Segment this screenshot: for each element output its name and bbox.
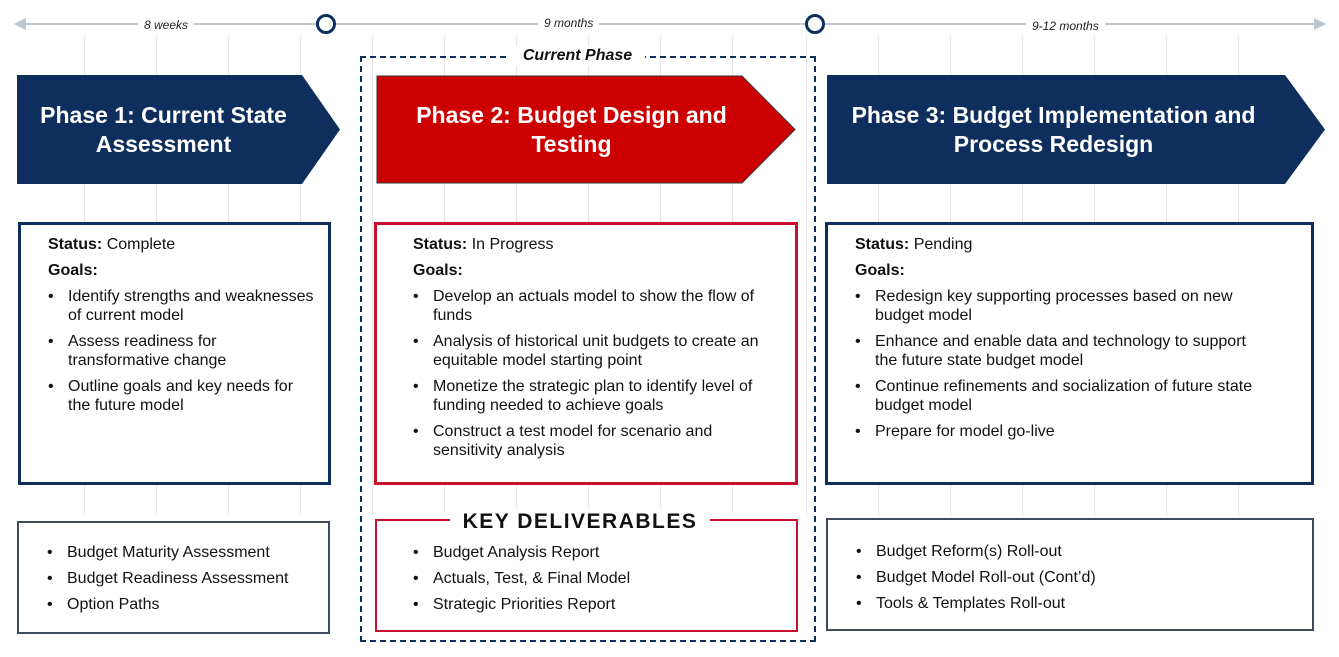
- status-label: Status:: [413, 236, 468, 253]
- list-item: • Develop an actuals model to show the flow of funds: [413, 287, 781, 325]
- timeline-left-arrow-icon: [14, 18, 26, 30]
- list-item: • Budget Maturity Assessment: [47, 543, 318, 562]
- goals-label: Goals:: [413, 262, 463, 279]
- list-item: • Assess readiness for transformative change: [48, 332, 318, 370]
- status-label: Status:: [48, 236, 103, 253]
- list-item: • Tools & Templates Roll-out: [856, 594, 1302, 613]
- list-item: • Enhance and enable data and technology to support the future state budget model: [855, 332, 1261, 370]
- key-deliverables-heading: KEY DELIVERABLES: [450, 509, 710, 535]
- list-item: • Option Paths: [47, 595, 318, 614]
- timeline-label-phase2: 9 months: [538, 15, 599, 31]
- phase-1-status: [48, 235, 318, 254]
- list-item: • Analysis of historical unit budgets to create an equitable model starting point: [413, 332, 781, 370]
- phase-2-status: [413, 235, 781, 254]
- phase-3-deliverables-list: [856, 542, 1302, 613]
- phase-1-title: Phase 1: Current State Assessment: [40, 101, 287, 157]
- list-item: • Strategic Priorities Report: [413, 595, 786, 614]
- phase-3-deliverables-box: [826, 518, 1314, 631]
- list-item: • Monetize the strategic plan to identify level of funding needed to achieve goals: [413, 377, 781, 415]
- timeline-label-phase1: 8 weeks: [138, 17, 194, 33]
- milestone-2-icon: [805, 14, 825, 34]
- timeline-line: [24, 23, 1314, 25]
- status-value: Complete: [106, 236, 176, 253]
- list-item: • Identify strengths and weaknesses of current model: [48, 287, 318, 325]
- status-value: Pending: [913, 236, 973, 253]
- phase-1-goals-box: [18, 222, 331, 485]
- list-item: • Budget Model Roll-out (Cont’d): [856, 568, 1302, 587]
- phase-1-deliverables-list: [47, 543, 318, 614]
- phase-2-title: Phase 2: Budget Design and Testing: [416, 101, 727, 157]
- phase-2-deliverables-box: [375, 519, 798, 632]
- status-value: In Progress: [471, 236, 554, 253]
- goals-label: Goals:: [48, 262, 98, 279]
- list-item: • Budget Analysis Report: [413, 543, 786, 562]
- list-item: • Continue refinements and socialization of future state budget model: [855, 377, 1261, 415]
- list-item: • Construct a test model for scenario and sensitivity analysis: [413, 422, 781, 460]
- phase-3-goals-list: [855, 287, 1261, 441]
- phase-1-banner: [17, 75, 340, 184]
- phase-3-status: [855, 235, 1261, 254]
- list-item: • Budget Reform(s) Roll-out: [856, 542, 1302, 561]
- list-item: • Outline goals and key needs for the future model: [48, 377, 318, 415]
- milestone-1-icon: [316, 14, 336, 34]
- list-item: • Budget Readiness Assessment: [47, 569, 318, 588]
- list-item: • Redesign key supporting processes based on new budget model: [855, 287, 1261, 325]
- phase-1-goals-list: [48, 287, 318, 415]
- list-item: • Prepare for model go-live: [855, 422, 1261, 441]
- phase-2-banner: [376, 75, 797, 184]
- status-label: Status:: [855, 236, 910, 253]
- timeline-right-arrow-icon: [1314, 18, 1326, 30]
- phase-3-banner: [827, 75, 1325, 184]
- current-phase-label: Current Phase: [510, 46, 645, 66]
- phase-3-title: Phase 3: Budget Implementation and Process Redesign: [851, 101, 1256, 157]
- phase-2-goals-list: [413, 287, 781, 460]
- timeline-label-phase3: 9-12 months: [1026, 18, 1105, 34]
- phase-3-goals-box: [825, 222, 1314, 485]
- phase-2-deliverables-list: [413, 543, 786, 614]
- goals-label: Goals:: [855, 262, 905, 279]
- phase-1-deliverables-box: [17, 521, 330, 634]
- phase-2-goals-box: [374, 222, 798, 485]
- list-item: • Actuals, Test, & Final Model: [413, 569, 786, 588]
